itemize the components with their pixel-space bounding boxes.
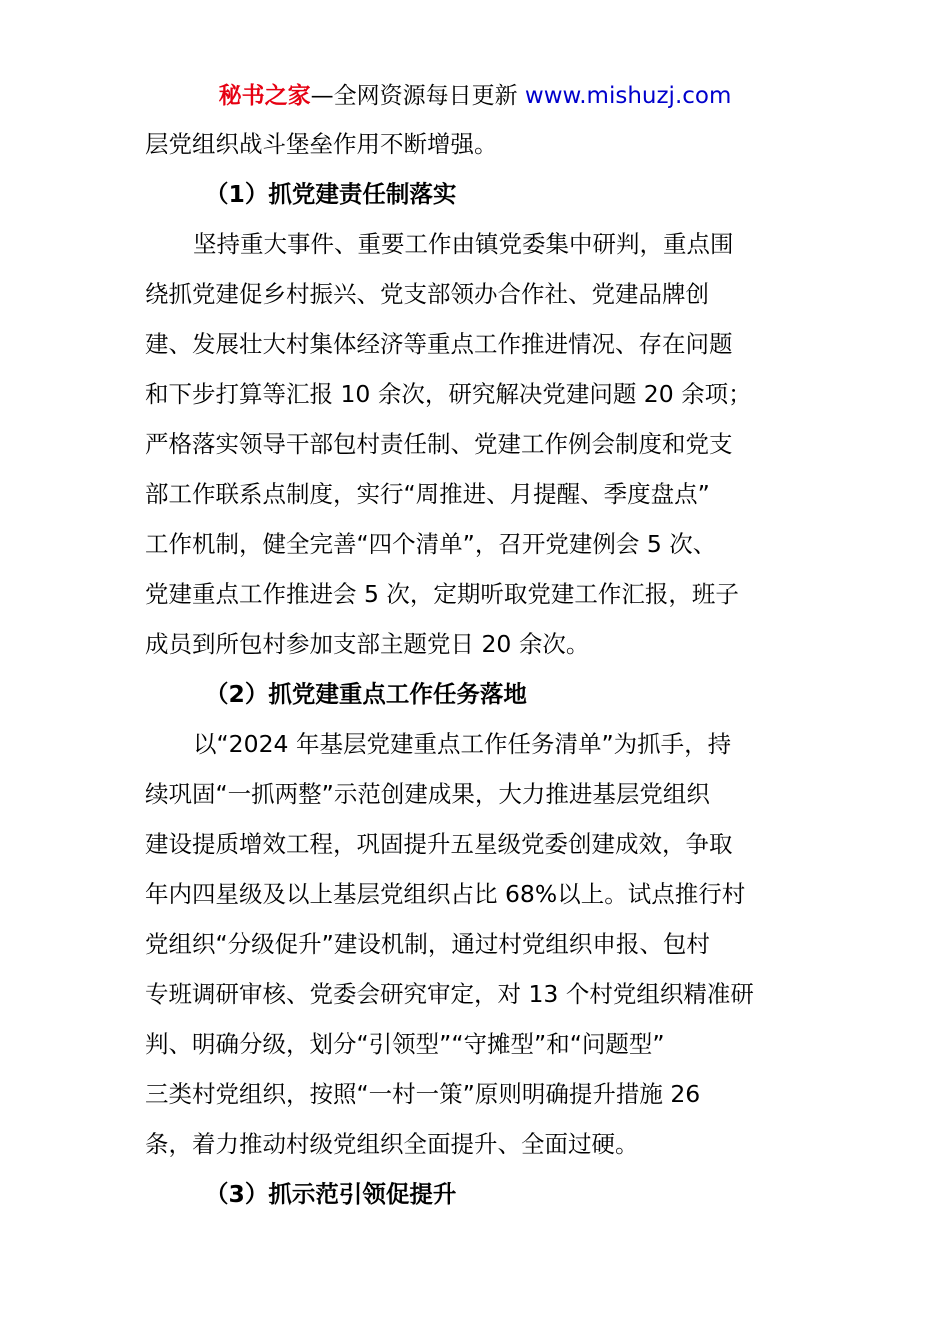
paragraph-line: 工作机制，健全完善“四个清单”，召开党建例会 5 次、 <box>145 530 717 558</box>
paragraph-line: 成员到所包村参加支部主题党日 20 余次。 <box>145 630 590 658</box>
text-line: 层党组织战斗堡垒作用不断增强。 <box>145 130 498 158</box>
site-header <box>0 80 950 112</box>
paragraph-line: 三类村党组织，按照“一村一策”原则明确提升措施 26 <box>145 1080 701 1108</box>
paragraph-line: 续巩固“一抓两整”示范创建成果，大力推进基层党组织 <box>145 780 710 808</box>
paragraph-line: 党组织“分级促升”建设机制，通过村党组织申报、包村 <box>145 930 710 958</box>
site-slogan: —全网资源每日更新 <box>310 83 518 109</box>
paragraph-line: 坚持重大事件、重要工作由镇党委集中研判，重点围 <box>193 230 734 258</box>
paragraph-line: 年内四星级及以上基层党组织占比 68%以上。试点推行村 <box>145 880 746 908</box>
section-heading-2: （2）抓党建重点工作任务落地 <box>205 680 527 708</box>
paragraph-line: 绕抓党建促乡村振兴、党支部领办合作社、党建品牌创 <box>145 280 709 308</box>
paragraph-line: 判、明确分级，划分“引领型”“守摊型”和“问题型” <box>145 1030 665 1058</box>
section-heading-1: （1）抓党建责任制落实 <box>205 180 457 208</box>
paragraph-line: 条，着力推动村级党组织全面提升、全面过硬。 <box>145 1130 639 1158</box>
section-heading-3: （3）抓示范引领促提升 <box>205 1180 457 1208</box>
paragraph-line: 党建重点工作推进会 5 次，定期听取党建工作汇报，班子 <box>145 580 739 608</box>
paragraph-line: 部工作联系点制度，实行“周推进、月提醒、季度盘点” <box>145 480 710 508</box>
paragraph-line: 以“2024 年基层党建重点工作任务清单”为抓手，持 <box>193 730 732 758</box>
site-url-link[interactable]: www.mishuzj.com <box>524 83 732 109</box>
site-brand: 秘书之家 <box>218 83 311 109</box>
paragraph-line: 和下步打算等汇报 10 余次，研究解决党建问题 20 余项； <box>145 380 752 408</box>
paragraph-line: 建、发展壮大村集体经济等重点工作推进情况、存在问题 <box>145 330 733 358</box>
paragraph-line: 建设提质增效工程，巩固提升五星级党委创建成效，争取 <box>145 830 733 858</box>
paragraph-line: 专班调研审核、党委会研究审定，对 13 个村党组织精准研 <box>145 980 754 1008</box>
paragraph-line: 严格落实领导干部包村责任制、党建工作例会制度和党支 <box>145 430 733 458</box>
